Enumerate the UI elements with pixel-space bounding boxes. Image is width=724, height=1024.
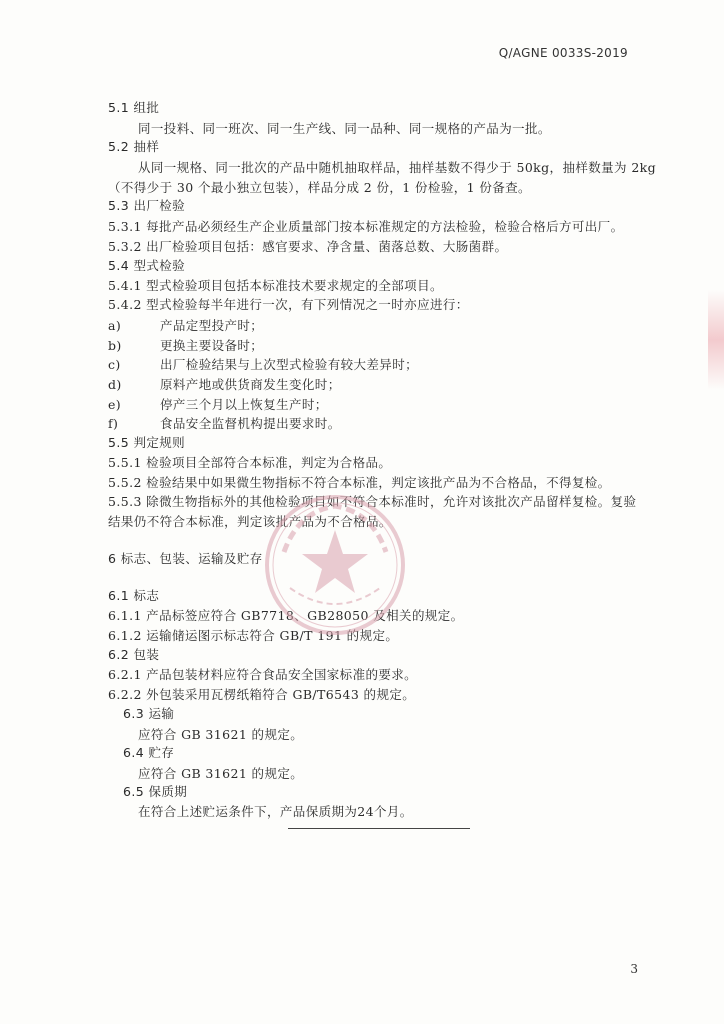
- list-item: 出厂检验结果与上次型式检验有较大差异时；: [160, 357, 419, 372]
- paragraph: 应符合 GB 31621 的规定。: [138, 766, 304, 781]
- section-6-2-heading: 6.2 包装: [108, 647, 160, 662]
- clause-6-1-1: 6.1.1 产品标签应符合 GB7718、GB28050 及相关的规定。: [108, 608, 464, 623]
- clause-5-4-1: 5.4.1 型式检验项目包括本标准技术要求规定的全部项目。: [108, 278, 443, 293]
- chapter-6-heading: 6 标志、包装、运输及贮存: [108, 551, 263, 566]
- section-6-3-heading: 6.3 运输: [123, 706, 175, 721]
- section-5-5-heading: 5.5 判定规则: [108, 435, 186, 450]
- standard-code: Q/AGNE 0033S-2019: [498, 46, 628, 60]
- paragraph: 应符合 GB 31621 的规定。: [138, 727, 304, 742]
- company-seal-stamp: [262, 492, 408, 638]
- list-item: 产品定型投产时；: [160, 318, 264, 333]
- list-label: c): [108, 357, 121, 372]
- list-label: d): [108, 377, 122, 392]
- clause-5-5-3: 5.5.3 除微生物指标外的其他检验项目如不符合本标准时，允许对该批次产品留样复检。复验: [108, 494, 637, 509]
- clause-5-5-2: 5.5.2 检验结果中如果微生物指标不符合本标准，判定该批产品为不合格品，不得复检。: [108, 475, 611, 490]
- end-rule: [288, 828, 470, 829]
- paragraph: 在符合上述贮运条件下，产品保质期为24个月。: [138, 804, 413, 819]
- clause-6-2-2: 6.2.2 外包装采用瓦楞纸箱符合 GB/T6543 的规定。: [108, 687, 416, 702]
- clause-5-3-1: 5.3.1 每批产品必须经生产企业质量部门按本标准规定的方法检验，检验合格后方可出厂。: [108, 219, 624, 234]
- list-label: f): [108, 416, 119, 431]
- list-label: e): [108, 397, 122, 412]
- list-item: 更换主要设备时；: [160, 338, 264, 353]
- clause-6-1-2: 6.1.2 运输储运图示标志符合 GB/T 191 的规定。: [108, 628, 399, 643]
- list-label: b): [108, 338, 122, 353]
- section-6-1-heading: 6.1 标志: [108, 588, 160, 603]
- section-6-5-heading: 6.5 保质期: [123, 784, 188, 799]
- paragraph: 结果仍不符合本标准，判定该批产品为不合格品。: [108, 514, 392, 529]
- list-item: 原料产地或供货商发生变化时；: [160, 377, 341, 392]
- list-item: 食品安全监督机构提出要求时。: [160, 416, 341, 431]
- section-5-1-heading: 5.1 组批: [108, 100, 160, 115]
- edge-stamp-mark: [708, 290, 724, 390]
- clause-5-5-1: 5.5.1 检验项目全部符合本标准，判定为合格品。: [108, 455, 392, 470]
- clause-5-3-2: 5.3.2 出厂检验项目包括：感官要求、净含量、菌落总数、大肠菌群。: [108, 239, 508, 254]
- page-number: 3: [630, 962, 638, 976]
- section-5-4-heading: 5.4 型式检验: [108, 258, 186, 273]
- list-item: 停产三个月以上恢复生产时；: [160, 397, 328, 412]
- paragraph: 同一投料、同一班次、同一生产线、同一品种、同一规格的产品为一批。: [138, 121, 551, 136]
- section-5-3-heading: 5.3 出厂检验: [108, 198, 186, 213]
- clause-5-4-2: 5.4.2 型式检验每半年进行一次，有下列情况之一时亦应进行：: [108, 297, 469, 312]
- clause-6-2-1: 6.2.1 产品包装材料应符合食品安全国家标准的要求。: [108, 667, 418, 682]
- section-5-2-heading: 5.2 抽样: [108, 139, 160, 154]
- section-6-4-heading: 6.4 贮存: [123, 745, 175, 760]
- paragraph: 从同一规格、同一批次的产品中随机抽取样品，抽样基数不得少于 50kg，抽样数量为 2kg: [138, 160, 657, 175]
- list-label: a): [108, 318, 122, 333]
- paragraph: （不得少于 30 个最小独立包装），样品分成 2 份，1 份检验，1 份备查。: [108, 180, 531, 195]
